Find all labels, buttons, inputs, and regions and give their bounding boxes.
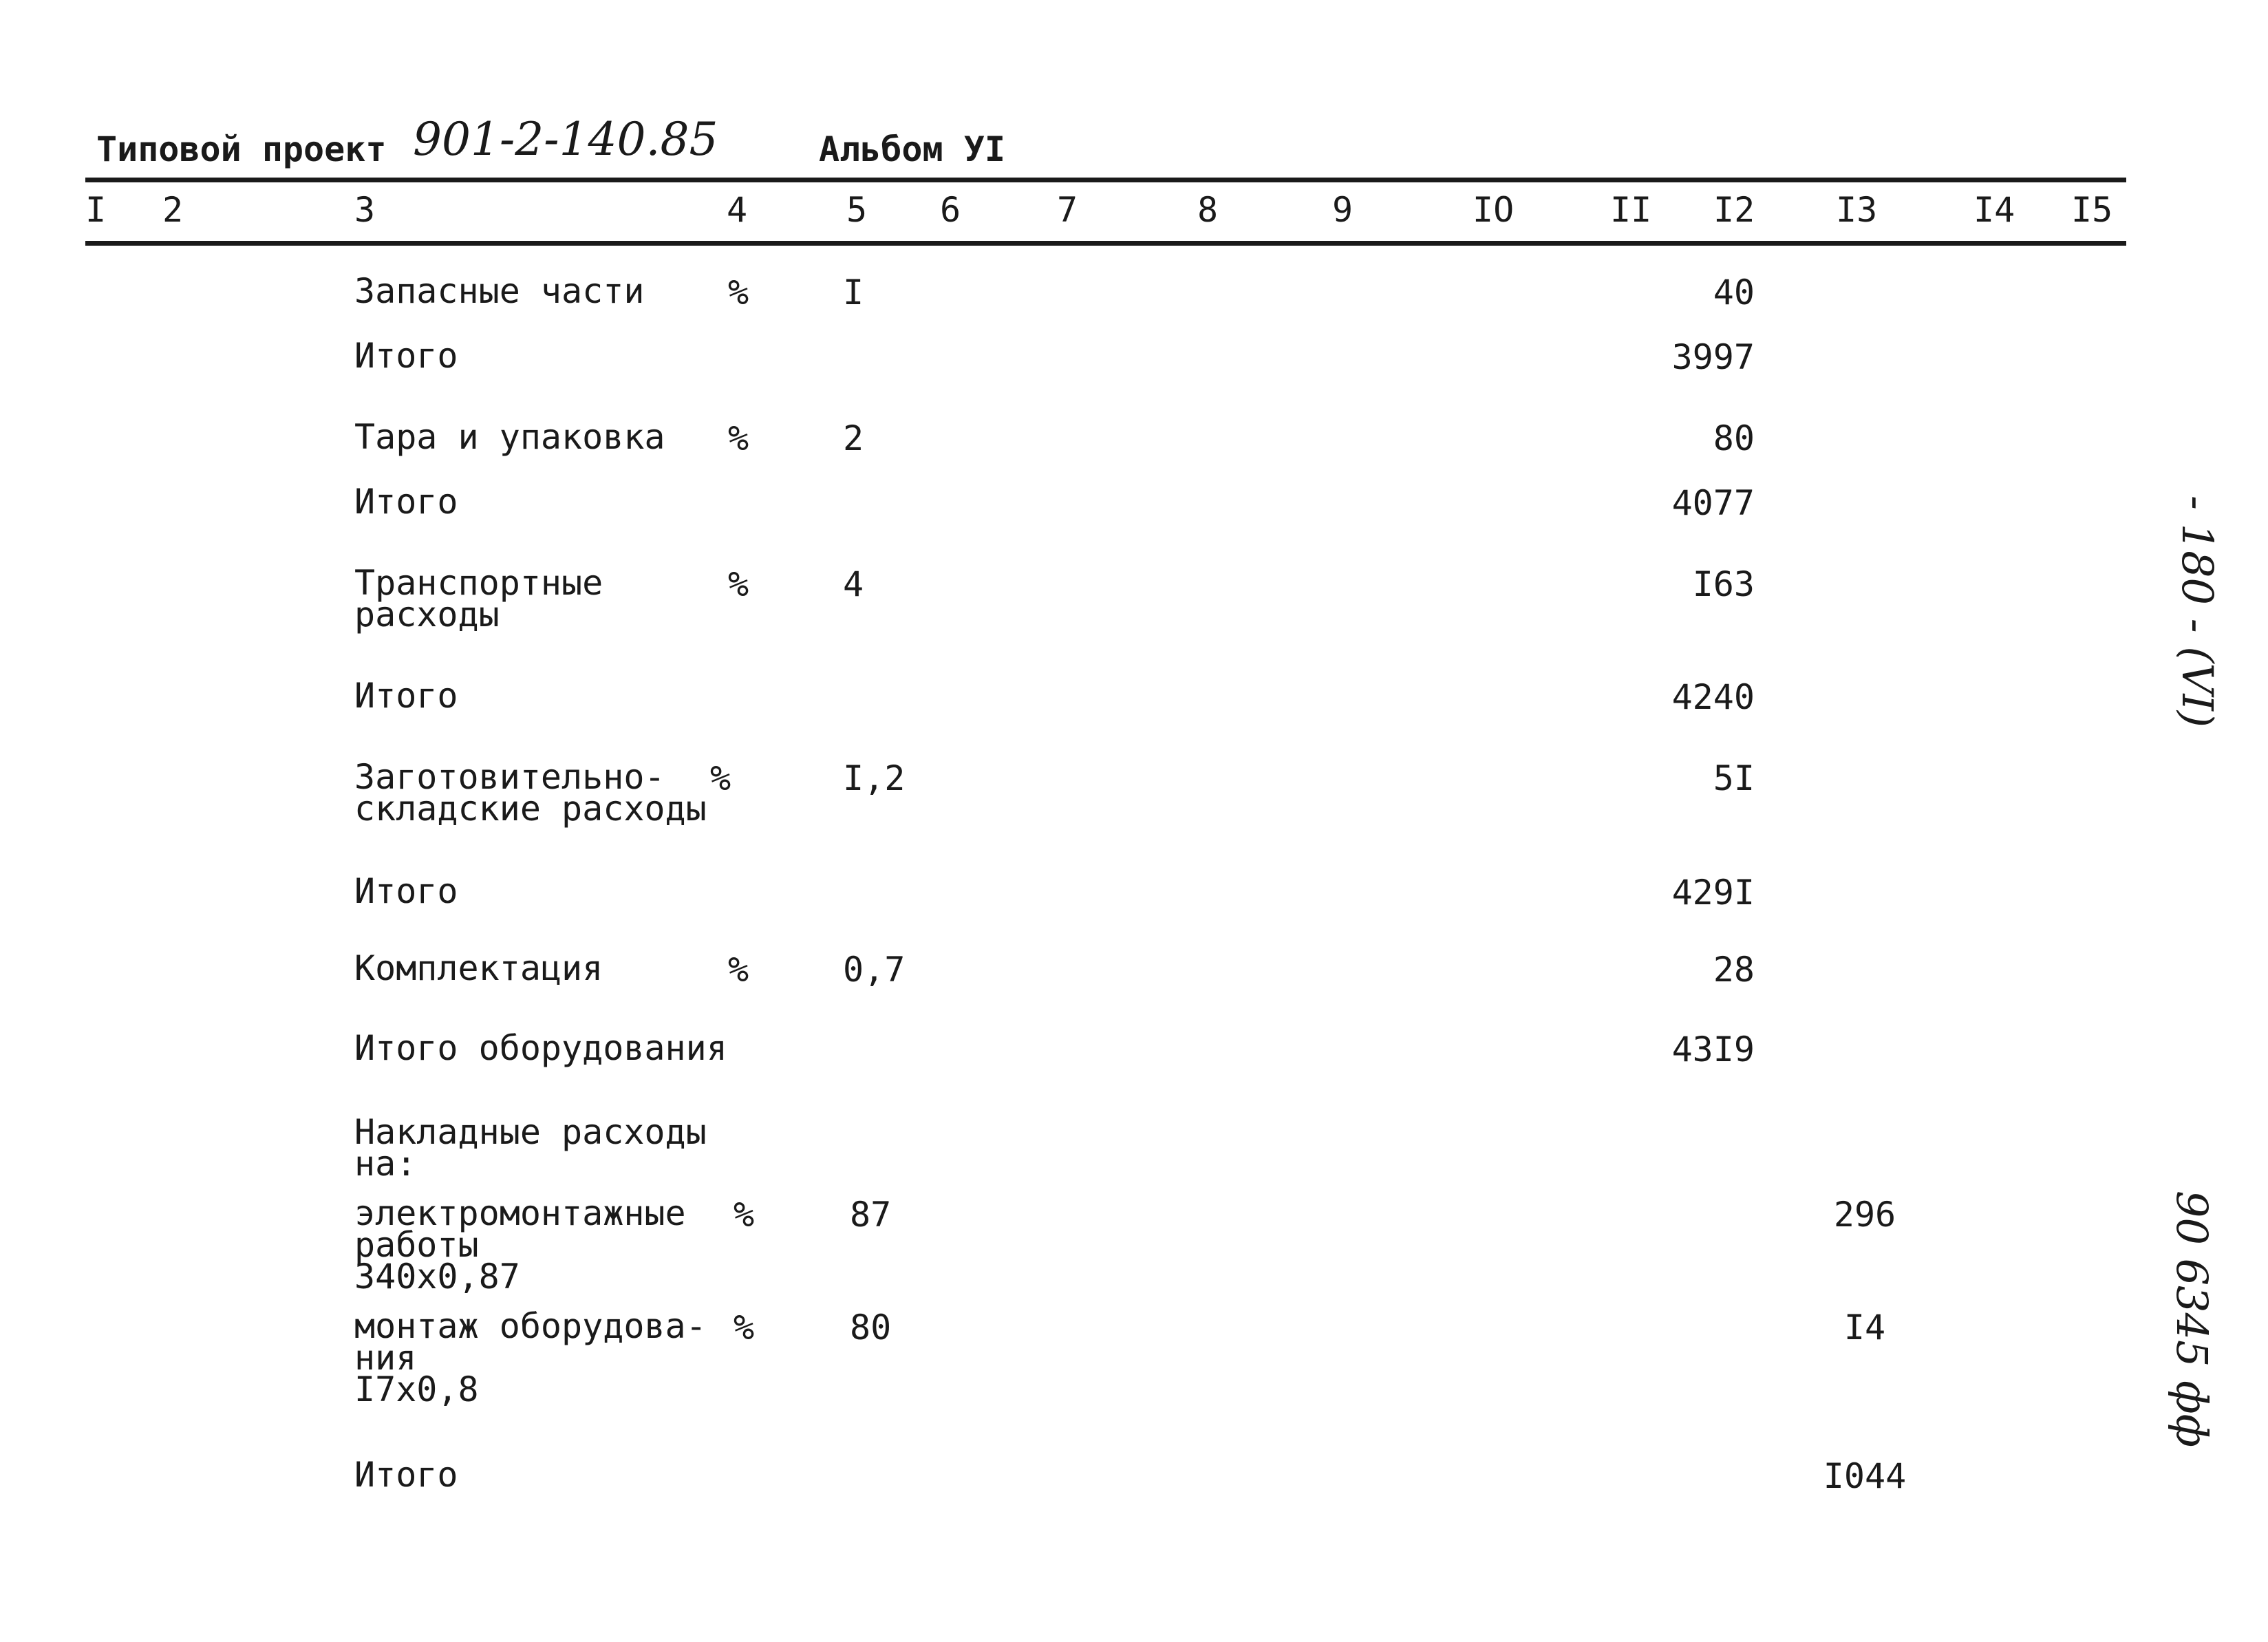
row-col12: I63 [1692,564,1755,604]
row-unit: % [728,418,749,458]
row-description: Заготовительно- складские расходы [354,757,707,829]
row-description: Транспортные расходы [354,563,603,635]
row-description: Итого [354,482,458,522]
row-col12: 429I [1671,873,1755,913]
column-number: II [1610,190,1652,230]
row-description: Итого [354,871,458,911]
header-bottom-rule [85,241,2126,246]
row-description: Итого [354,336,458,376]
row-col13: I044 [1823,1456,1907,1496]
row-col12: 40 [1713,273,1755,312]
row-col12: 4077 [1671,483,1755,523]
row-col13: I4 [1843,1308,1886,1347]
column-number: I2 [1713,190,1755,230]
code-note: 90 6345 фф [2167,1191,2217,1448]
row-col12: 3997 [1671,337,1755,377]
column-number: 6 [940,190,961,230]
row-description: монтаж оборудова- ния I7х0,8 [354,1306,707,1409]
row-description: Накладные расходы на: [354,1112,707,1184]
row-unit: % [710,758,731,798]
column-number: 9 [1332,190,1354,230]
row-rate: 4 [843,564,864,604]
row-rate: 2 [843,418,864,458]
row-description: электромонтажные работы 340х0,87 [354,1193,686,1297]
column-number: I3 [1836,190,1878,230]
column-number: I5 [2071,190,2113,230]
row-col13: 296 [1833,1195,1896,1235]
column-number: I [85,190,107,230]
row-description: Итого оборудования [354,1028,727,1068]
row-col12: 43I9 [1671,1030,1755,1069]
row-rate: 80 [850,1308,892,1347]
column-number: I4 [1973,190,2015,230]
row-description: Тара и упаковка [354,417,665,457]
row-col12: 4240 [1671,677,1755,717]
page-number-note: - 180 - (VI) [2172,495,2223,728]
project-number: 901-2-140.85 [413,113,718,166]
header-top-rule [85,178,2126,182]
row-unit: % [734,1195,755,1235]
row-unit: % [728,950,749,990]
column-number: IO [1473,190,1515,230]
column-number: 3 [354,190,376,230]
row-description: Комплектация [354,948,603,988]
album-label: Альбом УI [819,129,1005,169]
row-rate: 0,7 [843,950,906,990]
row-rate: I,2 [843,758,906,798]
row-col12: 80 [1713,418,1755,458]
row-unit: % [734,1308,755,1347]
row-unit: % [728,273,749,312]
column-number: 2 [162,190,184,230]
column-number: 7 [1057,190,1078,230]
row-col12: 5I [1713,758,1755,798]
row-description: Итого [354,676,458,716]
row-col12: 28 [1713,950,1755,990]
column-number: 5 [846,190,868,230]
row-description: Итого [354,1455,458,1495]
column-number: 8 [1197,190,1219,230]
row-rate: 87 [850,1195,892,1235]
column-number: 4 [727,190,748,230]
row-rate: I [843,273,864,312]
row-unit: % [728,564,749,604]
project-label: Типовой проект [96,129,387,169]
row-description: Запасные части [354,271,645,311]
